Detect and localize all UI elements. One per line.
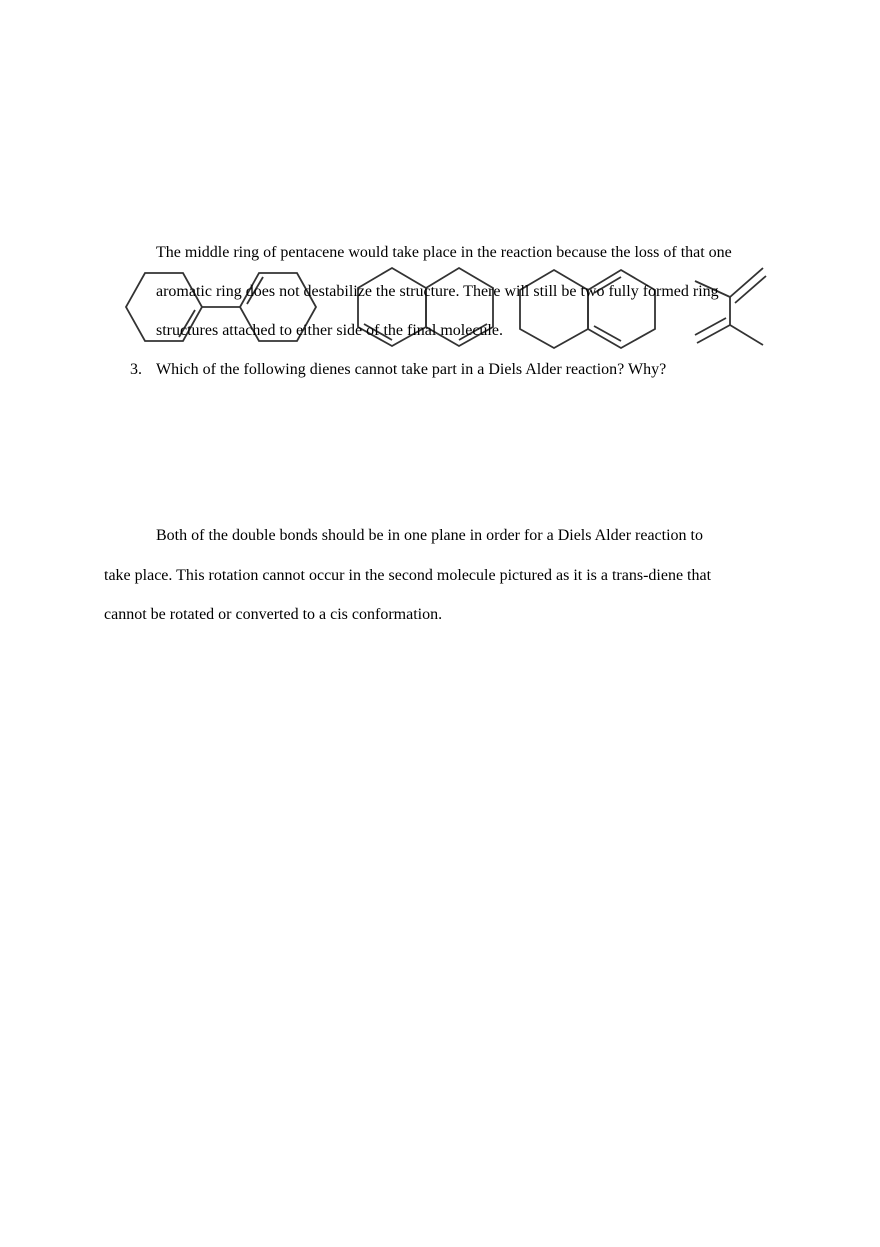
question-text: Which of the following dienes cannot take part in a Diels Alder reaction? Why? — [156, 361, 667, 378]
paragraph2-line2: take place. This rotation cannot occur in the second molecule pictured as it is a trans-diene that — [104, 567, 712, 584]
paragraph1-line3: structures attached to either side of the final molecule. — [156, 322, 503, 339]
paragraph2-line3: cannot be rotated or converted to a cis conformation. — [104, 606, 443, 623]
paragraph2-line1: Both of the double bonds should be in one plane in order for a Diels Alder reaction to — [156, 527, 703, 544]
molecule-dimethylbutadiene — [695, 268, 766, 345]
paragraph1-line1: The middle ring of pentacene would take place in the reaction because the loss of that one — [156, 244, 732, 261]
question-number: 3. — [130, 361, 142, 378]
paragraph1-line2: aromatic ring does not destabilize the structure. There will still be two fully formed ring — [156, 283, 719, 300]
